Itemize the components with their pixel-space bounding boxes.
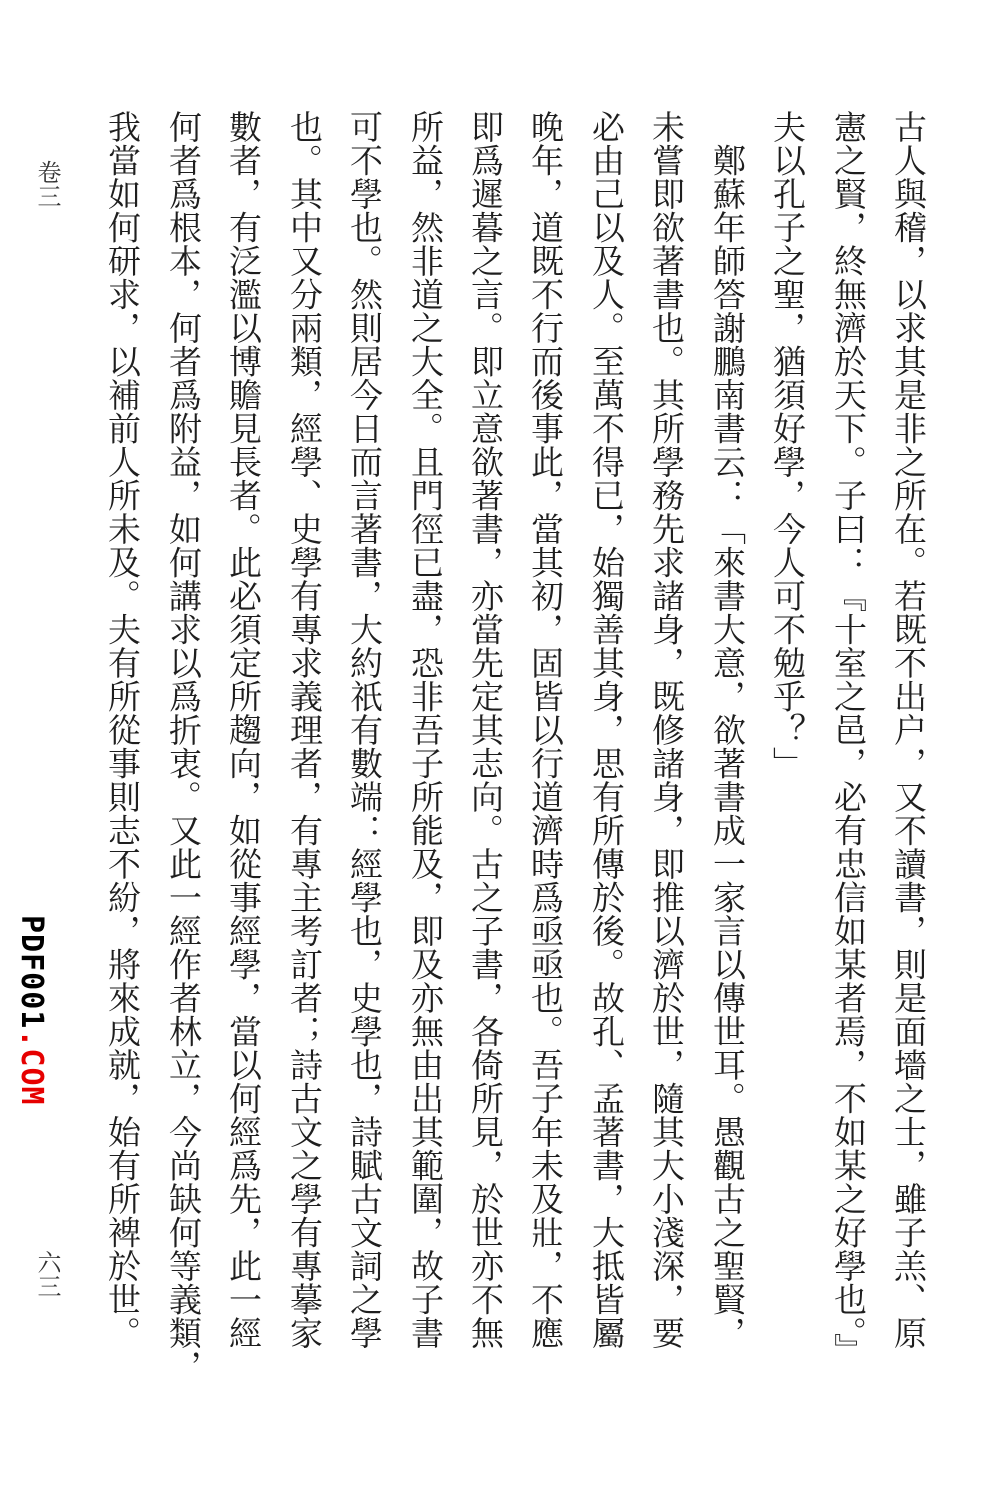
text-column-11: 也。其中又分兩類，經學、史學有專求義理者，有專主考訂者；詩古文之學有專摹家: [285, 110, 324, 1350]
text-column-1: 古人與稽，以求其是非之所在。若既不出户，又不讀書，則是面墻之士，雖子羔、原: [889, 110, 928, 1350]
text-column-5: 未嘗即欲著書也。其所學務先求諸身，既修諸身，即推以濟於世，隨其大小淺深，要: [647, 110, 686, 1350]
watermark-text-domain: .COM: [14, 1029, 49, 1106]
text-column-6: 必由己以及人。至萬不得已，始獨善其身，思有所傳於後。故孔、孟著書，大抵皆屬: [587, 110, 626, 1350]
page-header-volume: 卷三: [33, 160, 61, 208]
text-column-8: 即爲遲暮之言。即立意欲著書，亦當先定其志向。古之子書，各倚所見，於世亦不無: [466, 110, 505, 1350]
watermark: [14, 915, 49, 1106]
text-column-9: 所益，然非道之大全。且門徑已盡，恐非吾子所能及，即及亦無由出其範圍，故子書: [406, 110, 445, 1350]
text-column-12: 數者，有泛濫以博贍見長者。此必須定所趨向，如從事經學，當以何經爲先，此一經: [224, 110, 263, 1350]
text-column-10: 可不學也。然則居今日而言著書，大約祇有數端：經學也，史學也，詩賦古文詞之學: [345, 110, 384, 1350]
text-column-2: 憲之賢，終無濟於天下。子曰：『十室之邑，必有忠信如某者焉，不如某之好學也。』: [829, 110, 868, 1367]
text-column-3: 夫以孔子之聖，猶須好學，今人可不勉乎？」: [768, 110, 807, 780]
page-number: 六三: [33, 1250, 61, 1298]
text-column-4: 鄭蘇年師答謝鵬南書云：「來書大意，欲著書成一家言以傳世耳。愚觀古之聖賢，: [708, 110, 747, 1350]
watermark-text-main: PDF001: [14, 915, 49, 1030]
text-column-14: 我當如何研求，以補前人所未及。夫有所從事則志不紛，將來成就，始有所裨於世。: [103, 110, 142, 1350]
text-column-13: 何者爲根本，何者爲附益，如何講求以爲折衷。又此一經作者林立，今尚缺何等義類，: [164, 110, 203, 1383]
text-column-7: 晚年，道既不行而後事此，當其初，固皆以行道濟時爲亟亟也。吾子年未及壯，不應: [526, 110, 565, 1350]
